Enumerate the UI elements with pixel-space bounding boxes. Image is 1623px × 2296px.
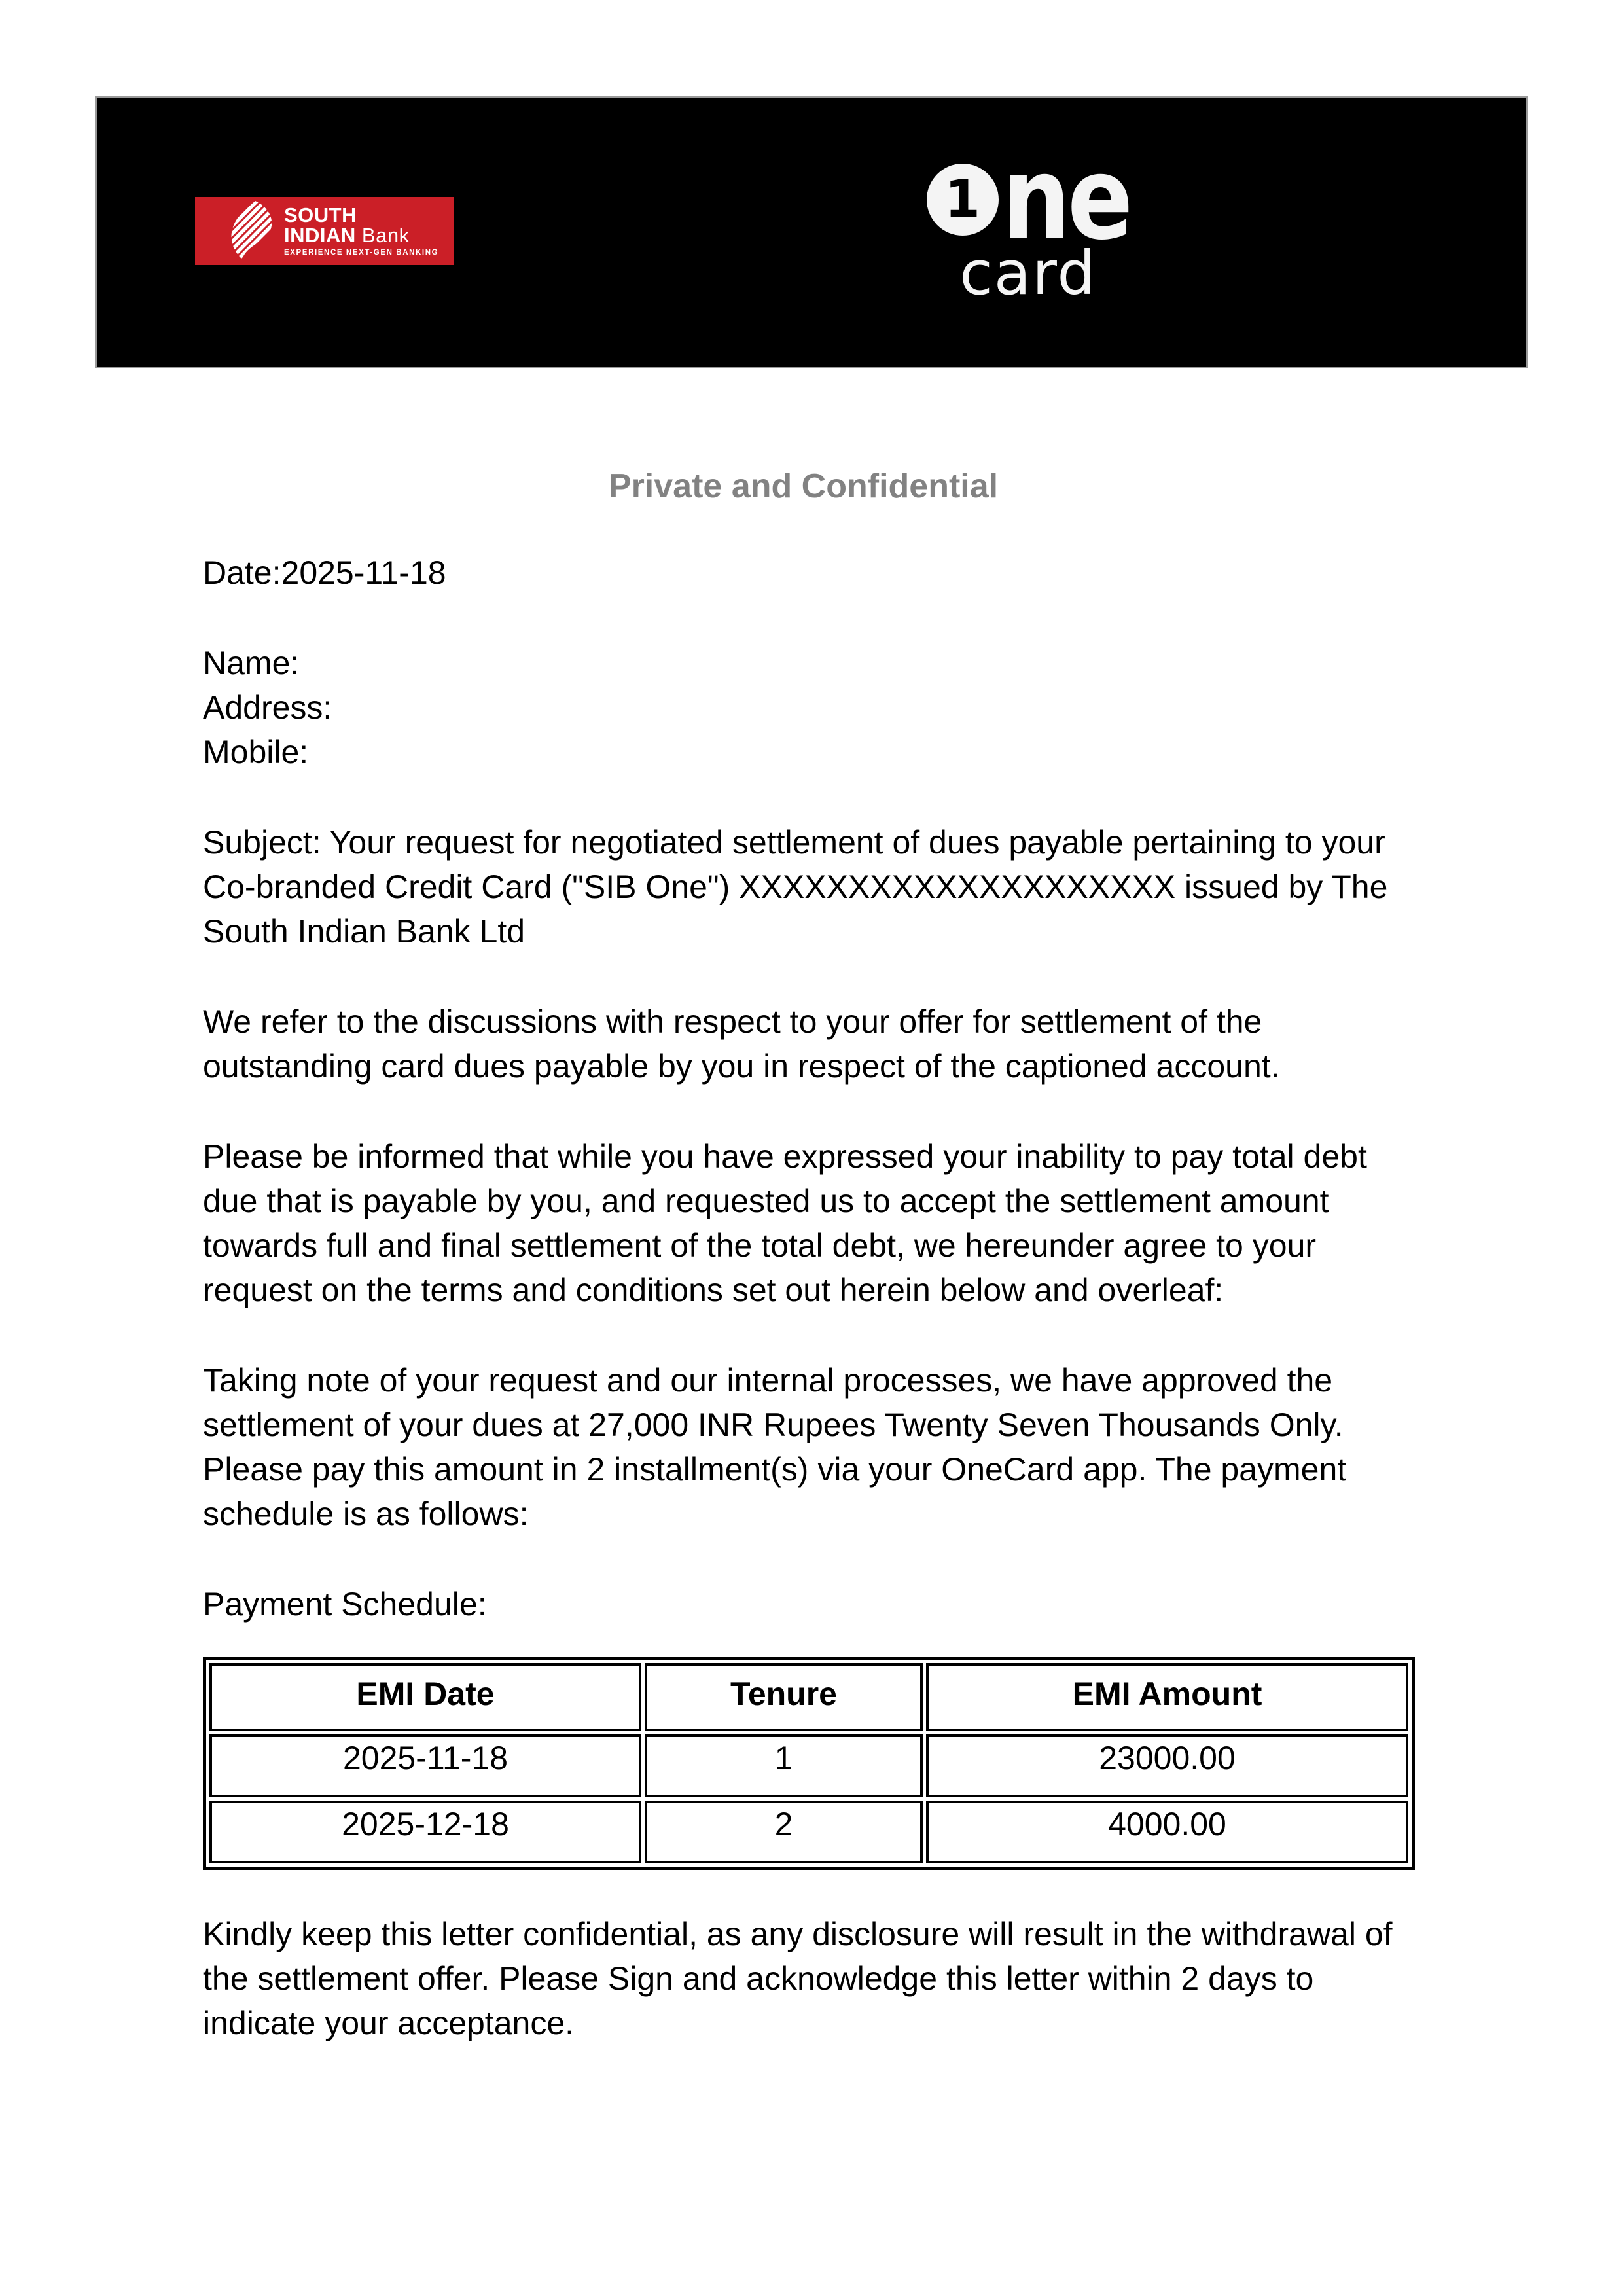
table-header-row — [209, 1663, 1408, 1731]
onecard-one-wordmark — [927, 132, 1130, 265]
reference-paragraph — [203, 999, 1404, 1088]
tenure-cell: 1 — [645, 1734, 923, 1797]
onecard-logo — [920, 132, 1136, 308]
table-header-emi-amount: EMI Amount — [926, 1663, 1408, 1731]
reference-line: outstanding card dues payable by you in respect of the captioned account. — [203, 1048, 1280, 1085]
approval-paragraph — [203, 1358, 1404, 1536]
sib-wordmark — [284, 206, 438, 257]
emi-date-cell: 2025-12-18 — [209, 1801, 641, 1863]
sib-word-bank: Bank — [361, 224, 410, 247]
sib-emblem-icon — [229, 200, 277, 262]
table-header-emi-date: EMI Date — [209, 1663, 641, 1731]
emi-amount-cell: 4000.00 — [926, 1801, 1408, 1863]
letter-body — [203, 368, 1404, 2045]
sib-word-south: SOUTH — [284, 204, 357, 226]
recipient-address-label: Address: — [203, 689, 332, 726]
informed-line: due that is payable by you, and requested us to accept the settlement amount — [203, 1183, 1329, 1219]
payment-schedule-table — [203, 1657, 1415, 1870]
approval-line: Taking note of your request and our internal processes, we have approved the — [203, 1362, 1333, 1399]
sib-word-indian-bank — [284, 225, 438, 245]
recipient-name-label: Name: — [203, 645, 300, 681]
informed-line: towards full and final settlement of the total debt, we hereunder agree to your — [203, 1227, 1317, 1264]
south-indian-bank-logo — [195, 197, 454, 265]
subject-line: South Indian Bank Ltd — [203, 913, 526, 950]
closing-line: indicate your acceptance. — [203, 2005, 575, 2041]
subject-line: Subject: Your request for negotiated settlement of dues payable pertaining to your — [203, 824, 1385, 861]
recipient-block — [203, 641, 1404, 774]
subject-paragraph — [203, 820, 1404, 954]
closing-line: the settlement offer. Please Sign and acknowledge this letter within 2 days to — [203, 1960, 1314, 1997]
sib-word-indian: INDIAN — [284, 224, 356, 247]
recipient-mobile-label: Mobile: — [203, 734, 309, 770]
tenure-cell: 2 — [645, 1801, 923, 1863]
confidential-heading: Private and Confidential — [608, 467, 999, 505]
closing-paragraph — [203, 1912, 1404, 2045]
emi-amount-cell: 23000.00 — [926, 1734, 1408, 1797]
date-line: Date:2025-11-18 — [203, 554, 446, 591]
letterhead-banner — [95, 96, 1528, 368]
emi-date-cell: 2025-11-18 — [209, 1734, 641, 1797]
table-row — [209, 1734, 1408, 1797]
informed-paragraph — [203, 1134, 1404, 1312]
onecard-letters: ne — [1001, 132, 1130, 265]
table-header-tenure: Tenure — [645, 1663, 923, 1731]
onecard-digit: 1 — [944, 170, 980, 229]
table-row — [209, 1801, 1408, 1863]
closing-line: Kindly keep this letter confidential, as any disclosure will result in the withdrawal of — [203, 1916, 1393, 1952]
approval-line: schedule is as follows: — [203, 1496, 529, 1532]
onecard-card-word: card — [959, 238, 1097, 308]
informed-line: Please be informed that while you have expressed your inability to pay total debt — [203, 1138, 1367, 1175]
payment-schedule-label: Payment Schedule: — [203, 1586, 487, 1623]
approval-line: settlement of your dues at 27,000 INR Rupees Twenty Seven Thousands Only. — [203, 1407, 1344, 1443]
onecard-circle-icon — [927, 164, 999, 236]
sib-tagline: EXPERIENCE NEXT-GEN BANKING — [284, 249, 439, 257]
reference-line: We refer to the discussions with respect to your offer for settlement of the — [203, 1003, 1262, 1040]
informed-line: request on the terms and conditions set out herein below and overleaf: — [203, 1272, 1224, 1308]
approval-line: Please pay this amount in 2 installment(s) via your OneCard app. The payment — [203, 1451, 1347, 1488]
subject-line: Co-branded Credit Card ("SIB One") XXXXXXXXXXXXXXXXXXXX issued by The — [203, 869, 1388, 905]
